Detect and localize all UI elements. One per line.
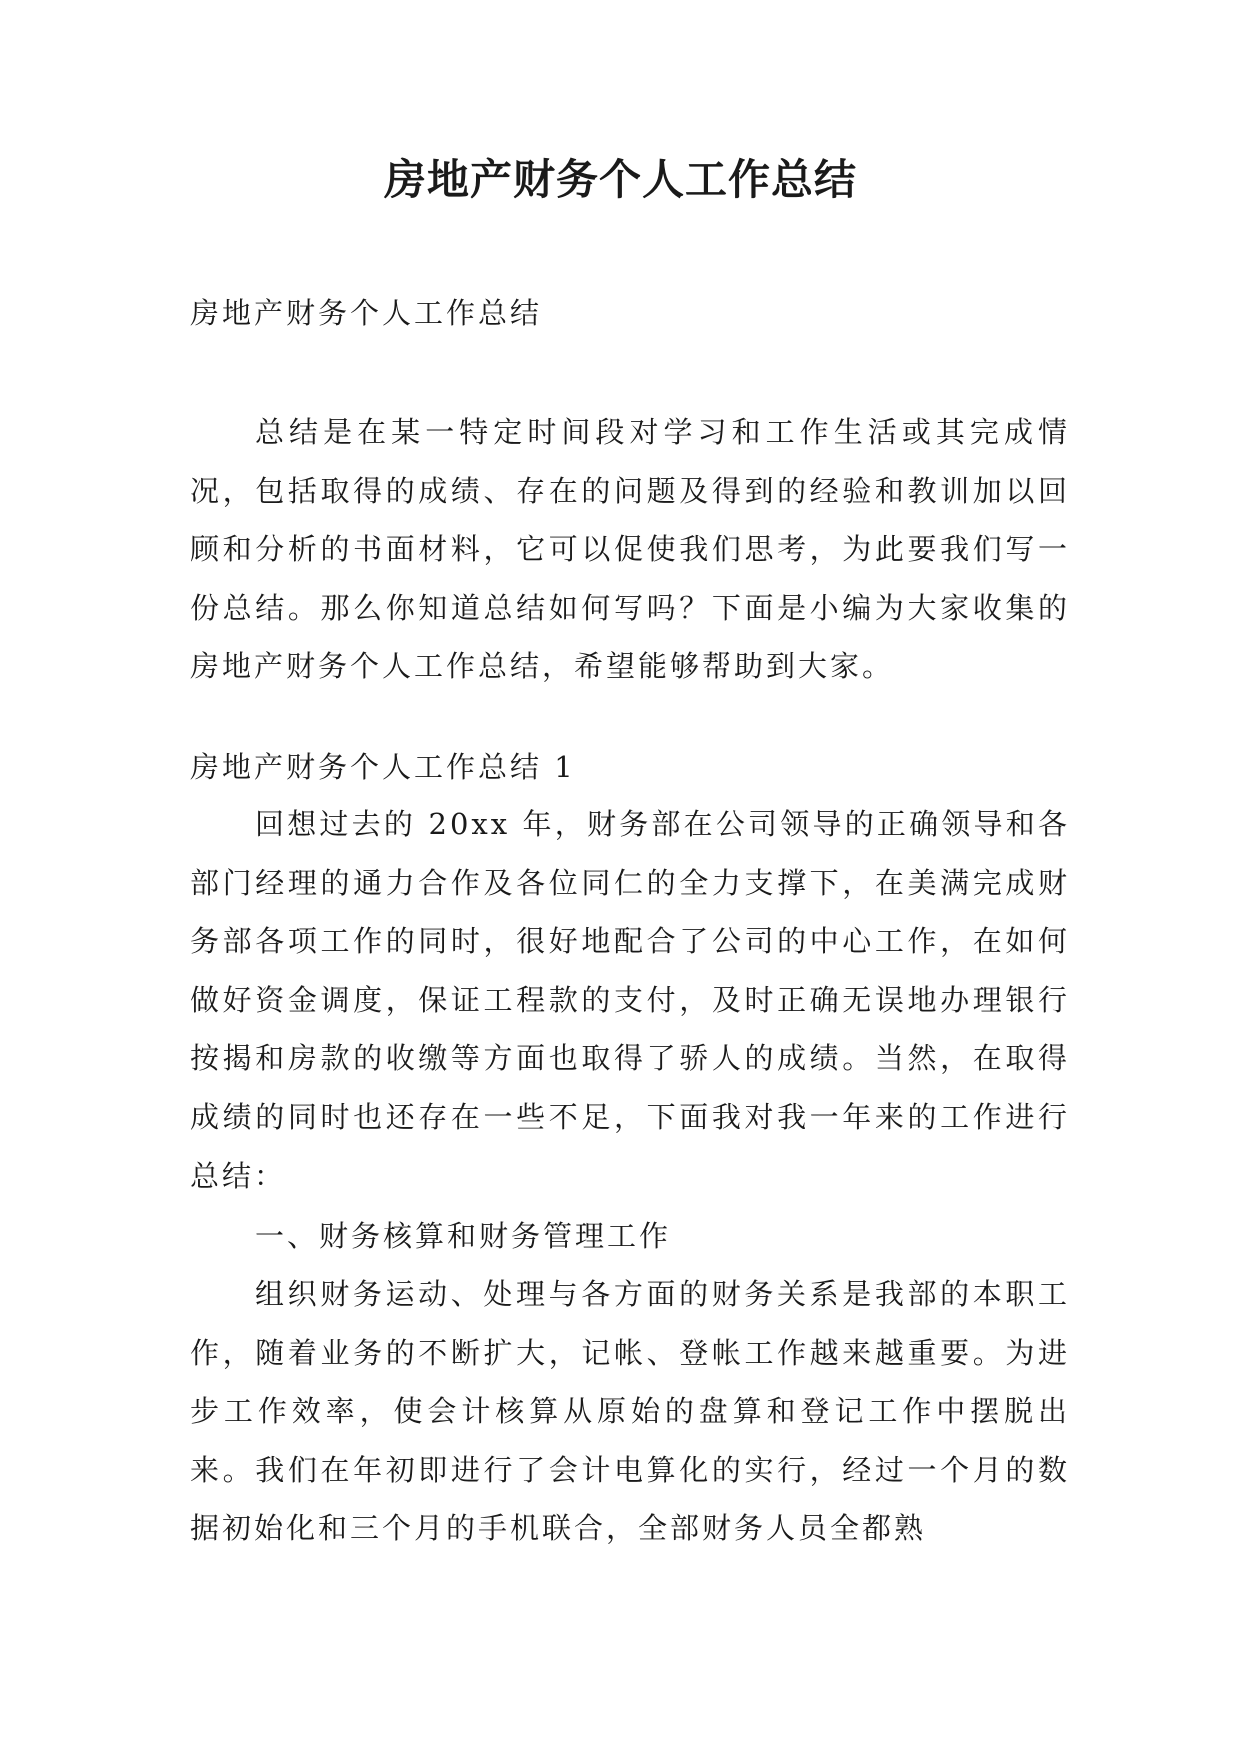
document-title: 房地产财务个人工作总结 bbox=[383, 155, 857, 204]
body-paragraph: 回想过去的 20xx 年，财务部在公司领导的正确领导和各部门经理的通力合作及各位同仁的全力支撑下，在美满完成财务部各项工作的同时，很好地配合了公司的中心工作，在如何做好资金调度，保证工程款的支付，及时正确无误地办理银行按揭和房款的收缴等方面也取得了骄人的成绩。当然，在取得成绩的同时也还存在一些不足，下面我对我一年来的工作进行总结： bbox=[190, 807, 1070, 1193]
body-paragraph: 组织财务运动、处理与各方面的财务关系是我部的本职工作，随着业务的不断扩大，记帐、登帐工作越来越重要。为进步工作效率，使会计核算从原始的盘算和登记工作中摆脱出来。我们在年初即进行了会计电算化的实行，经过一个月的数据初始化和三个月的手机联合，全部财务人员全都熟 bbox=[190, 1277, 1070, 1546]
document-subtitle: 房地产财务个人工作总结 bbox=[190, 296, 543, 330]
section-heading: 一、财务核算和财务管理工作 bbox=[255, 1219, 672, 1253]
section-title: 房地产财务个人工作总结 1 bbox=[190, 750, 576, 784]
intro-paragraph: 总结是在某一特定时间段对学习和工作生活或其完成情况，包括取得的成绩、存在的问题及得到的经验和教训加以回顾和分析的书面材料，它可以促使我们思考，为此要我们写一份总结。那么你知道总结如何写吗？下面是小编为大家收集的房地产财务个人工作总结，希望能够帮助到大家。 bbox=[190, 415, 1070, 684]
